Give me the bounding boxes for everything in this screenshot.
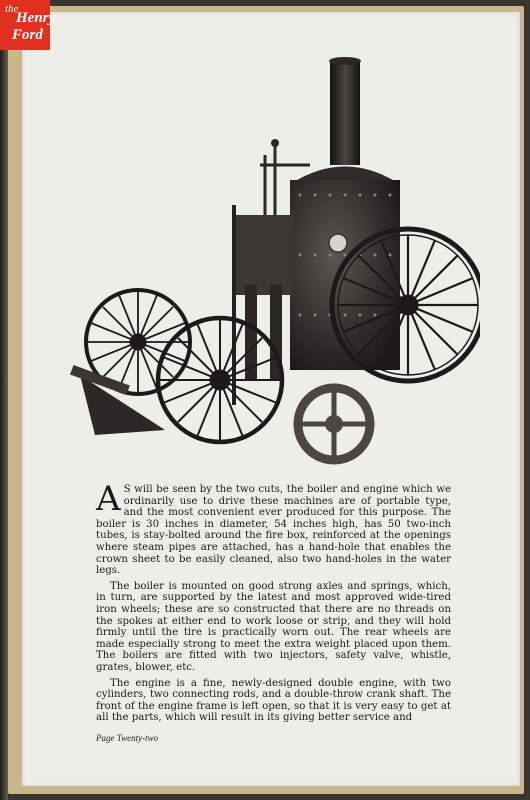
article-text <box>96 479 451 728</box>
rear-wheel <box>332 229 480 381</box>
henry-ford-logo: the Henry Ford <box>0 0 50 50</box>
drop-cap: A <box>96 479 121 519</box>
steam-engine-illustration <box>60 55 480 465</box>
smokestack <box>330 60 360 165</box>
paragraph-2: The boiler is mounted on good strong axles and springs, which, in turn, are supported by the latest and most approved wide-tired iron wheels; these are so constructed that there are no threads on the spokes at either end to work loose or strip, and they will hold firmly until the tire is practically worn out. The rear wheels are made especially strong to meet the extra weight placed upon them. The boilers are fitted with two injectors, safety valve, whistle, grates, blower, etc. <box>96 580 451 673</box>
pressure-gauge <box>329 234 347 252</box>
engine-cylinders <box>235 215 293 295</box>
flywheel-pulley <box>298 388 370 460</box>
front-wheel-right <box>158 318 282 442</box>
paragraph-1: A S will be seen by the two cuts, the boiler and engine which we ordinarily use to drive these machines are of portable type, and the most convenient ever produced for this purpose. The boiler is 30 inches in diameter, 54 inches high, has 50 two-inch tubes, is stay-bolted around the fire box, reinforced at the openings where steam pipes are attached, has a hand-hole that enables the crown sheet to be easily cleaned, also two hand-holes in the water legs. <box>96 479 451 577</box>
paragraph-3: The engine is a fine, newly-designed double engine, with two cylinders, two connecting rods, and a double-throw crank shaft. The front of the engine frame is left open, so that it is very easy to get at all the parts, which will result in its giving better service and <box>96 677 451 724</box>
book-binding-edge <box>0 0 8 800</box>
page-number: Page Twenty-two <box>96 733 159 743</box>
